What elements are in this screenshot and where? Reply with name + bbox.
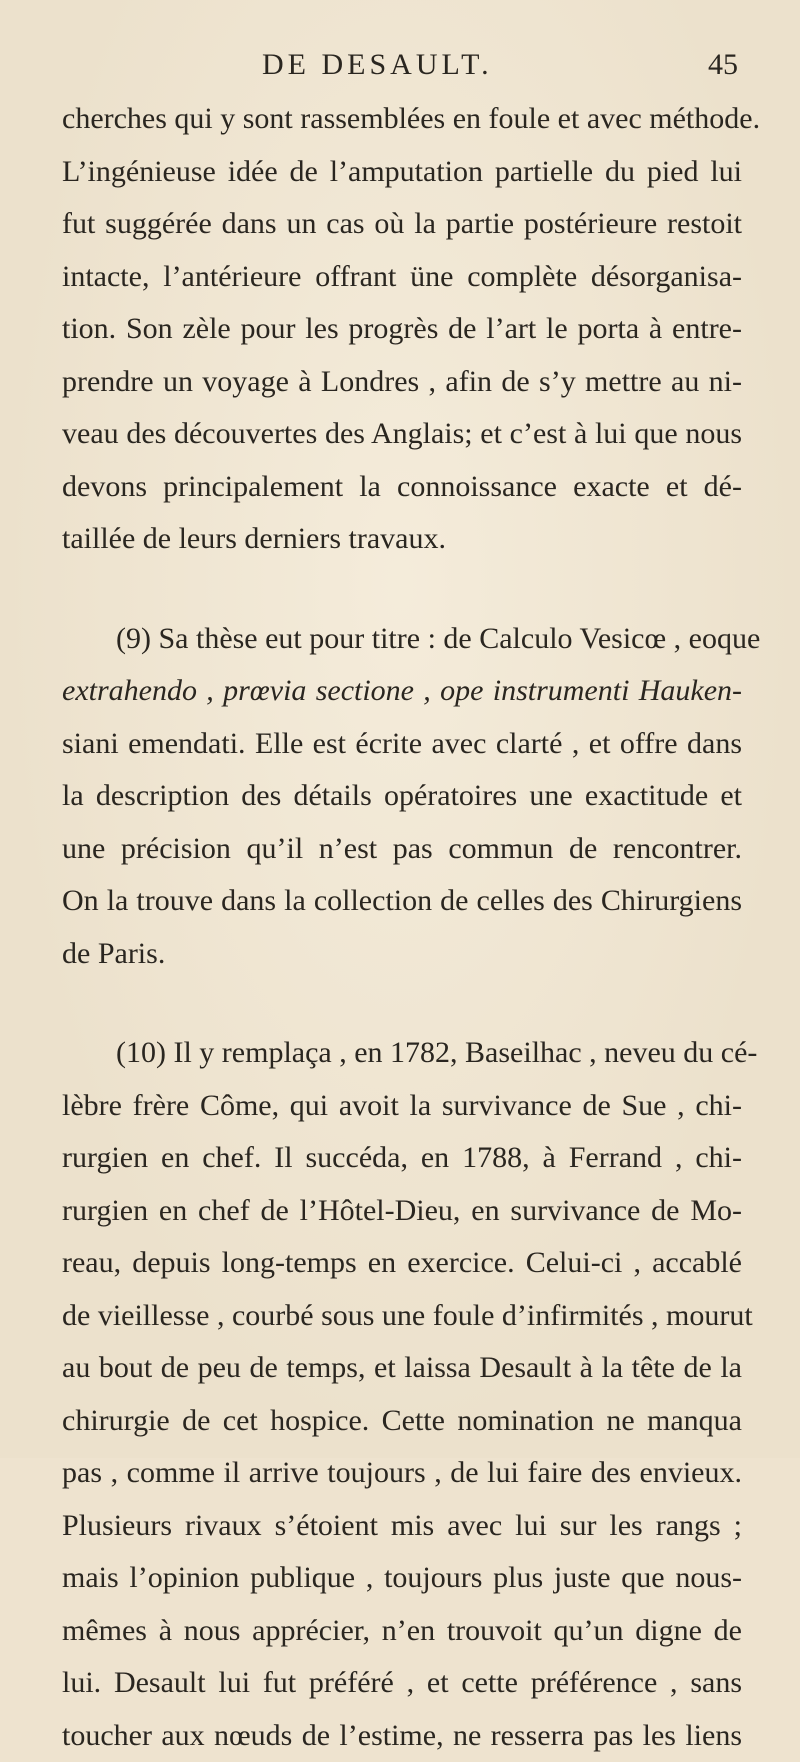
note-10-paragraph — [62, 1027, 742, 1762]
text-line: une précision qu’il n’est pas commun de rencontrer. — [62, 823, 742, 876]
paragraph-gap — [62, 566, 742, 613]
body-text — [62, 93, 742, 1762]
text-line: de vieillesse , courbé sous une foule d’infirmités , mourut — [62, 1290, 742, 1343]
running-head: DE DESAULT. — [262, 48, 493, 82]
text-line: pas , comme il arrive toujours , de lui faire des envieux. — [62, 1447, 742, 1500]
text-line: (10) Il y remplaça , en 1782, Baseilhac , neveu du cé- — [62, 1027, 742, 1080]
paragraph-continuation — [62, 93, 742, 566]
text-line: la description des détails opératoires une exactitude et — [62, 770, 742, 823]
text-line: mais l’opinion publique , toujours plus juste que nous- — [62, 1552, 742, 1605]
text-line: rurgien en chef. Il succéda, en 1788, à Ferrand , chi- — [62, 1132, 742, 1185]
text-line: toucher aux nœuds de l’estime, ne resserra pas les liens — [62, 1710, 742, 1762]
text-line: intacte, l’antérieure offrant üne complète désorganisa- — [62, 251, 742, 304]
text-line: lui. Desault lui fut préféré , et cette préférence , sans — [62, 1657, 742, 1710]
text-line: au bout de peu de temps, et laissa Desault à la tête de la — [62, 1342, 742, 1395]
text-line: On la trouve dans la collection de celles des Chirurgiens — [62, 875, 742, 928]
text-line: veau des découvertes des Anglais; et c’est à lui que nous — [62, 408, 742, 461]
text-line: (9) Sa thèse eut pour titre : de Calculo Vesicœ , eoque — [62, 613, 742, 666]
text-line: devons principalement la connoissance exacte et dé- — [62, 461, 742, 514]
note-9-paragraph — [62, 613, 742, 981]
text-line: fut suggérée dans un cas où la partie postérieure restoit — [62, 198, 742, 251]
text-line: de Paris. — [62, 928, 742, 981]
text-line: reau, depuis long-temps en exercice. Celui-ci , accablé — [62, 1237, 742, 1290]
text-line: chirurgie de cet hospice. Cette nomination ne manqua — [62, 1395, 742, 1448]
text-line: lèbre frère Côme, qui avoit la survivance de Sue , chi- — [62, 1080, 742, 1133]
text-line: L’ingénieuse idée de l’amputation partielle du pied lui — [62, 146, 742, 199]
page-number: 45 — [708, 48, 738, 82]
text-line: rurgien en chef de l’Hôtel-Dieu, en survivance de Mo- — [62, 1185, 742, 1238]
text-line: cherches qui y sont rassemblées en foule et avec méthode. — [62, 93, 742, 146]
text-line: taillée de leurs derniers travaux. — [62, 513, 742, 566]
text-line: Plusieurs rivaux s’étoient mis avec lui sur les rangs ; — [62, 1500, 742, 1553]
paragraph-gap — [62, 980, 742, 1027]
text-line: tion. Son zèle pour les progrès de l’art le porta à entre- — [62, 303, 742, 356]
text-line: siani emendati. Elle est écrite avec clarté , et offre dans — [62, 718, 742, 771]
text-line: mêmes à nous apprécier, n’en trouvoit qu’un digne de — [62, 1605, 742, 1658]
page-header — [0, 48, 800, 88]
text-line: prendre un voyage à Londres , afin de s’y mettre au ni- — [62, 356, 742, 409]
text-line: extrahendo , prœvia sectione , ope instrumenti Hauken- — [62, 665, 742, 718]
